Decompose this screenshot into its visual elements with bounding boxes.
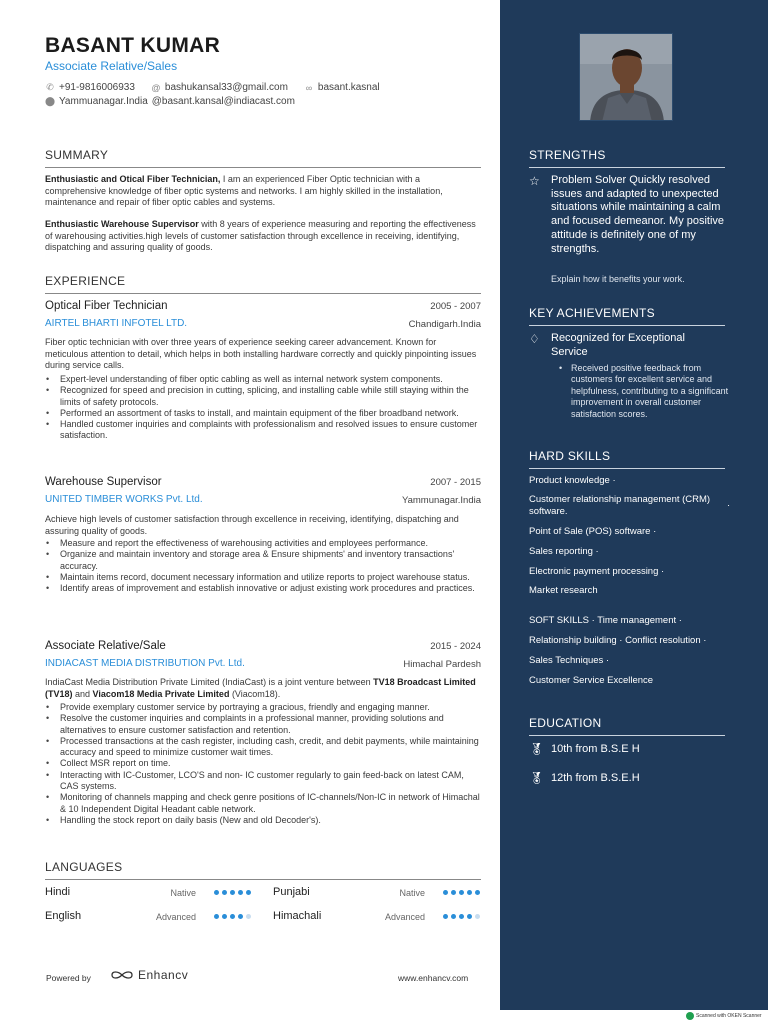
education-title: EDUCATION — [529, 716, 725, 736]
skill-item: Sales reporting · — [529, 546, 599, 557]
proficiency-dot — [238, 914, 243, 919]
language-level: Advanced — [155, 912, 196, 922]
skill-item: Market research — [529, 585, 598, 596]
strength-text: Problem Solver Quickly resolved issues and adapted to unexpected situations while maintaining a calm and focused demeanor. My positive attitude is definitely one of my strengths. — [551, 174, 725, 255]
candidate-name: BASANT KUMAR — [45, 34, 221, 57]
proficiency-dot — [443, 890, 448, 895]
job-description — [45, 677, 481, 700]
candidate-role: Associate Relative/Sales — [45, 59, 178, 73]
job-bullet: • Interacting with IC-Customer, LCO'S and non- IC customer regularly to gain feed-back on latest CAM, CAS systems. — [45, 770, 481, 793]
diamond-icon: ♢ — [529, 332, 540, 346]
contact-line-1 — [45, 82, 380, 93]
skill-item: Relationship building · Conflict resolution · — [529, 635, 707, 646]
desc-part: and — [72, 688, 93, 699]
language-name: Himachali — [273, 910, 322, 922]
contact-line-2 — [45, 96, 295, 107]
desc-bold: Viacom18 Media Private Limited — [92, 688, 230, 699]
language-level: Native — [399, 888, 425, 898]
enhancv-logo[interactable] — [110, 968, 188, 982]
job-company: UNITED TIMBER WORKS Pvt. Ltd. — [45, 494, 203, 505]
language-dots — [214, 890, 251, 895]
email-secondary[interactable]: @basant.kansal@indiacast.com — [151, 96, 295, 107]
proficiency-dot — [230, 890, 235, 895]
language-level: Native — [170, 888, 196, 898]
skill-item: Product knowledge · — [529, 475, 616, 486]
summary-p1-bold: Enthusiastic and Otical Fiber Technician, — [45, 174, 221, 184]
language-level: Advanced — [384, 912, 425, 922]
proficiency-dot — [238, 890, 243, 895]
proficiency-dot — [475, 914, 480, 919]
job-company: INDIACAST MEDIA DISTRIBUTION Pvt. Ltd. — [45, 658, 245, 669]
achievement-bullet-dot: • — [559, 363, 563, 373]
summary-paragraph-1 — [45, 174, 481, 209]
strengths-title: STRENGTHS — [529, 148, 725, 168]
scanner-watermark — [686, 1012, 762, 1020]
job-bullets — [45, 374, 481, 442]
achievement-bullet: Received positive feedback from customers for excellent service and helpfulness, contributing to a significant improvement in overall customer satisfaction scores. — [571, 363, 729, 419]
desc-part: IndiaCast Media Distribution Private Limited (IndiaCast) is a joint venture between — [45, 677, 374, 687]
proficiency-dot — [459, 890, 464, 895]
skill-item: Customer Service Excellence — [529, 675, 654, 686]
language-dots — [214, 914, 251, 919]
job-bullet: • Recognized for speed and precision in cutting, splicing, and installing cable while still staying within the limits of safety protocols. — [45, 385, 481, 408]
skill-separator: · — [727, 500, 731, 511]
proficiency-dot — [246, 890, 251, 895]
language-name: Hindi — [45, 886, 71, 898]
education-item: 10th from B.S.E H — [551, 743, 640, 755]
proficiency-dot — [467, 890, 472, 895]
achievements-title: KEY ACHIEVEMENTS — [529, 306, 725, 326]
proficiency-dot — [230, 914, 235, 919]
job-bullet: • Handled customer inquiries and complaints with professionalism and resolved issues to ensure customer satisfaction. — [45, 419, 481, 442]
job-bullet: • Performed an assortment of tasks to install, and maintain equipment of the fiber broadband network. — [45, 408, 481, 419]
summary-p2-bold: Enthusiastic Warehouse Supervisor — [45, 219, 199, 229]
summary-title: SUMMARY — [45, 148, 481, 168]
star-icon: ☆ — [529, 174, 540, 188]
proficiency-dot — [451, 914, 456, 919]
language-name: Punjabi — [273, 886, 310, 898]
summary-paragraph-2 — [45, 219, 481, 254]
at-icon: @ — [151, 82, 161, 93]
proficiency-dot — [443, 914, 448, 919]
skill-item: Point of Sale (POS) software · — [529, 526, 657, 537]
job-bullet: • Expert-level understanding of fiber optic cabling as well as internal network system components. — [45, 374, 481, 385]
job-description: Fiber optic technician with over three years of experience seeking career advancement. Known for meticulous attention to detail, which helps in both installing hardware correctly and quickly pinpointing issues during service calls. — [45, 337, 477, 370]
enhancv-brand: Enhancv — [138, 968, 189, 982]
job-bullet: • Provide exemplary customer service by portraying a gracious, friendly and engaging manner. — [45, 702, 481, 713]
powered-by-label: Powered by — [46, 973, 91, 983]
job-bullets — [45, 702, 481, 826]
job-location: Chandigarh.India — [408, 319, 481, 330]
job-bullet: • Maintain items record, document necessary information and utilize reports to project warehouse status. — [45, 572, 481, 583]
proficiency-dot — [246, 914, 251, 919]
email[interactable]: bashukansal33@gmail.com — [164, 82, 288, 93]
location: Yammuanagar.India — [59, 96, 148, 107]
proficiency-dot — [222, 914, 227, 919]
job-bullet: • Organize and maintain inventory and storage area & Ensure shipments' and inventory transactions' accuracy. — [45, 549, 481, 572]
phone-icon: ✆ — [46, 82, 54, 92]
job-bullet: • Measure and report the effectiveness of warehousing activities and employees performance. — [45, 538, 481, 549]
phone-number: +91-9816006933 — [59, 82, 135, 93]
job-bullet: • Monitoring of channels mapping and check genre positions of IC-channels/Non-IC in network of Himachal & 10 Independent Digital Headant cable network. — [45, 792, 481, 815]
award-icon: 🏅︎ — [529, 742, 545, 756]
job-location: Himachal Pardesh — [403, 659, 481, 670]
job-dates: 2005 - 2007 — [430, 301, 481, 312]
skill-item: Electronic payment processing · — [529, 566, 665, 577]
job-bullet: • Collect MSR report on time. — [45, 758, 481, 769]
job-title: Optical Fiber Technician — [45, 300, 168, 312]
desc-bold: TV18 Broadcast Limited (TV18) — [45, 677, 476, 699]
job-company: AIRTEL BHARTI INFOTEL LTD. — [45, 318, 188, 329]
summary-p2-text: with 8 years of experience measuring and reporting the effectiveness of warehousing activities.high levels of customer satisfaction through excellence in receiving, identifying, dispatching and assuring quality of goods. — [45, 219, 476, 252]
proficiency-dot — [467, 914, 472, 919]
proficiency-dot — [451, 890, 456, 895]
proficiency-dot — [214, 914, 219, 919]
location-pin-icon: ⬤ — [45, 96, 56, 106]
language-name: English — [45, 910, 82, 922]
language-dots — [443, 914, 480, 919]
job-bullet: • Handling the stock report on daily basis (New and old Decoder's). — [45, 815, 481, 826]
hard-skills-title: HARD SKILLS — [529, 449, 725, 469]
link-icon: ∞ — [305, 82, 313, 93]
enhancv-logo-icon — [110, 969, 134, 981]
summary-p1-text: I am an experienced Fiber Optic technician with a comprehensive knowledge of fiber optic systems and networks. I am highly skilled in the installation, maintenance and repair of fiber optic cables and systems. — [45, 174, 443, 207]
scanner-logo-icon — [686, 1012, 694, 1020]
skill-item: Sales Techniques · — [529, 655, 610, 666]
job-bullet: • Identify areas of improvement and establish innovative or adjust existing work procedures and practices. — [45, 583, 481, 594]
skill-item: Customer relationship management (CRM) software. — [529, 494, 711, 517]
proficiency-dot — [459, 914, 464, 919]
experience-title: EXPERIENCE — [45, 274, 481, 294]
desc-part: (Viacom18). — [229, 688, 281, 699]
scanner-text: Scanned with OKEN Scanner — [696, 1013, 762, 1019]
profile-photo-image — [580, 34, 673, 121]
job-bullet: • Processed transactions at the cash register, including cash, credit, and debit payments, while maintaining accuracy and speed to minimize customer wait times. — [45, 736, 481, 759]
languages-title: LANGUAGES — [45, 860, 481, 880]
education-item: 12th from B.S.E.H — [551, 772, 640, 784]
job-bullet: • Resolve the customer inquiries and complaints in a professional manner, providing solutions and alternatives to ensure customer satisfaction and retention. — [45, 713, 481, 736]
proficiency-dot — [214, 890, 219, 895]
job-dates: 2007 - 2015 — [430, 477, 481, 488]
proficiency-dot — [222, 890, 227, 895]
job-title: Associate Relative/Sale — [45, 640, 166, 652]
job-description: Achieve high levels of customer satisfaction through excellence in receiving, identifying, dispatching and assuring quality of goods. — [45, 514, 459, 536]
profile-photo — [579, 33, 673, 121]
strength-subtext: Explain how it benefits your work. — [551, 274, 685, 284]
achievement-heading: Recognized for Exceptional Service — [551, 332, 685, 358]
job-location: Yammunagar.India — [401, 495, 481, 506]
language-dots — [443, 890, 480, 895]
proficiency-dot — [475, 890, 480, 895]
profile-link[interactable]: basant.kasnal — [317, 82, 380, 93]
footer-url[interactable]: www.enhancv.com — [398, 973, 469, 983]
job-dates: 2015 - 2024 — [430, 641, 481, 652]
job-bullets — [45, 538, 481, 594]
job-title: Warehouse Supervisor — [45, 476, 162, 488]
skill-item: SOFT SKILLS · Time management · — [529, 615, 682, 626]
award-icon: 🏅︎ — [529, 771, 545, 785]
